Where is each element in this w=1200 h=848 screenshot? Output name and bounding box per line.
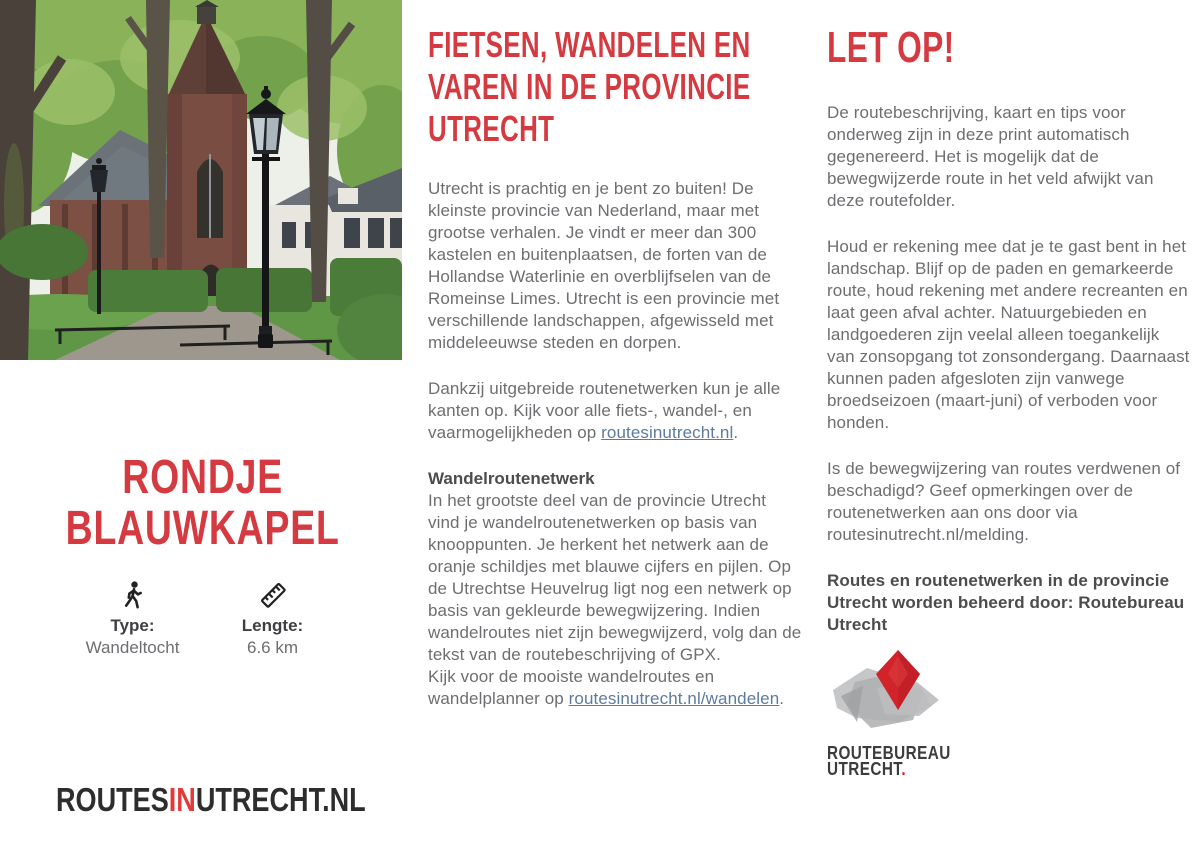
length-value: 6.6 km	[246, 638, 299, 657]
intro-heading: FIETSEN, WANDELEN EN VAREN IN DE PROVINCIE UTRECHT	[428, 24, 751, 149]
managed-by-note: Routes en routenetwerken in de provincie Utrecht worden beheerd door: Routebureau Utrecht	[827, 571, 1185, 634]
letop-heading: LET OP!	[827, 23, 955, 72]
route-title-text: RONDJE BLAUWKAPEL	[65, 451, 340, 555]
intro-paragraph: Utrecht is prachtig en je bent zo buiten! De kleinste provincie van Nederland, maar met grootse verhalen. Je vindt er meer dan 300 kastelen en buitenplaatsen, de forten van de Hollandse Waterlinie en overblijfselen van de Romeinse Limes. Utrecht is een provincie met verschillende landschappen, afgewisseld met middeleeuwse steden en dorpen.	[428, 179, 780, 352]
type-label: Type:	[110, 616, 155, 635]
networks-paragraph: Dankzij uitgebreide routenetwerken kun je alle kanten op. Kijk voor alle fiets-, wandel-, en vaarmogelijkheden op routesinutrecht.nl.	[428, 379, 781, 442]
wandelroutenetwerk-paragraph: In het grootste deel van de provincie Utrecht vind je wandelroutenetwerken op basis van knooppunten. Je herkent het netwerk aan de oranje schildjes met blauwe cijfers en pijlen. Op de Utrechtse Heuvelrug ligt nog een netwerk op basis van gekleurde bewegwijzering. Indien wandelroutes niet zijn bewegwijzerd, volg dan de tekst van de routebeschrijving of GPX.	[428, 491, 802, 664]
route-length	[208, 581, 338, 659]
routebureau-dot: .	[901, 759, 907, 779]
wandelroutenetwerk-heading: Wandelroutenetwerk	[428, 469, 595, 488]
routebureau-map-pin-graphic	[827, 648, 947, 738]
brand-utrecht: UTRECHT	[195, 781, 323, 818]
brand-in: IN	[168, 781, 196, 818]
routebureau-logo	[827, 648, 1191, 777]
brand-nl: .NL	[322, 781, 366, 818]
routesinutrecht-link[interactable]: routesinutrecht.nl	[601, 423, 734, 442]
route-type	[68, 581, 198, 659]
length-label: Lengte:	[241, 616, 304, 635]
routebureau-wordmark: ROUTEBUREAU UTRECHT.	[827, 743, 951, 779]
wandelplanner-paragraph: Kijk voor de mooiste wandelroutes en wandelplanner op routesinutrecht.nl/wandelen.	[428, 667, 785, 708]
wandelen-link[interactable]: routesinutrecht.nl/wandelen	[568, 689, 780, 708]
church-photo	[0, 0, 402, 360]
letop-paragraph-1: De routebeschrijving, kaart en tips voor onderweg zijn in deze print automatisch gegenereerd. Het is mogelijk dat de bewegwijzerde route in het veld afwijkt van deze routefolder.	[827, 103, 1154, 210]
route-meta	[20, 581, 385, 659]
letop-paragraph-2: Houd er rekening mee dat je te gast bent in het landschap. Blijf op de paden en gemarkeerde route, houd rekening met andere recreanten en laat geen afval achter. Natuurgebieden en landgoederen zijn veelal alleen toegankelijk van zonsopgang tot zonsondergang. Daarnaast kunnen paden afgesloten zijn vanwege broedseizoen (maart-juni) of verboden voor honden.	[827, 237, 1190, 432]
routesinutrecht-logo	[56, 781, 434, 819]
letop-paragraph-3: Is de bewegwijzering van routes verdwenen of beschadigd? Geef opmerkingen over de routenetwerken aan ons door via routesinutrecht.nl/melding.	[827, 459, 1181, 544]
walking-person-icon	[120, 581, 146, 609]
ruler-icon	[259, 581, 287, 609]
letop-column	[827, 23, 1191, 779]
intro-column	[428, 24, 802, 710]
church-photo-illustration	[0, 0, 402, 360]
route-title	[20, 452, 385, 554]
brand-routes: ROUTES	[56, 781, 169, 818]
type-value: Wandeltocht	[85, 638, 180, 657]
